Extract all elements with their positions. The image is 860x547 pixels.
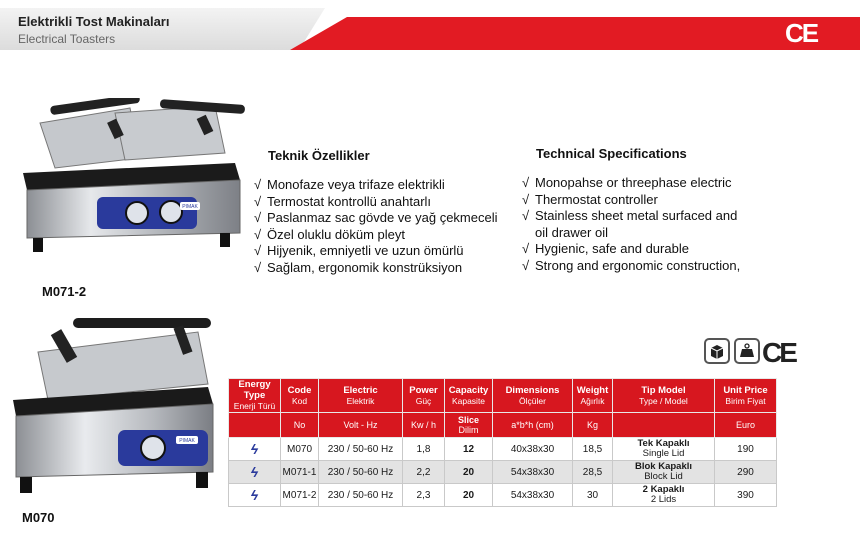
- spec-item-tr: √ Sağlam, ergonomik konstrüksiyon: [254, 259, 463, 275]
- header-capacity: Capacity Kapasite: [445, 379, 493, 413]
- cell-price: 290: [715, 461, 777, 484]
- unit-power: Kw / h: [403, 413, 445, 438]
- electric-bolt-icon: ϟ: [229, 438, 281, 461]
- header-energy-type: Energy Type Enerji Türü: [229, 379, 281, 413]
- unit-code: No: [281, 413, 319, 438]
- specs-list-tr: [254, 177, 498, 276]
- spec-item-tr: √ Termostat kontrollü anahtarlı: [254, 193, 432, 209]
- check-icon: √: [254, 177, 262, 192]
- cell-code: M071-1: [281, 461, 319, 484]
- table-header-row: [229, 379, 777, 413]
- header-dimensions: Dimensions Ölçüler: [493, 379, 573, 413]
- model-label-m070: M070: [22, 510, 55, 525]
- unit-weight: Kg: [573, 413, 613, 438]
- cell-weight: 30: [573, 484, 613, 507]
- cell-power: 1,8: [403, 438, 445, 461]
- cell-dimensions: 54x38x30: [493, 484, 573, 507]
- brand-badge-bottom: PIMAK: [179, 438, 195, 444]
- package-icon: [704, 338, 730, 364]
- toaster-m070-image: [8, 312, 218, 497]
- cell-weight: 28,5: [573, 461, 613, 484]
- electric-bolt-icon: ϟ: [229, 484, 281, 507]
- check-icon: √: [522, 175, 530, 190]
- header-code: Code Kod: [281, 379, 319, 413]
- cell-dimensions: 54x38x30: [493, 461, 573, 484]
- cell-code: M071-2: [281, 484, 319, 507]
- check-icon: √: [522, 257, 530, 273]
- spec-item-en: √ Thermostat controller: [522, 191, 658, 207]
- cell-capacity: 20: [445, 484, 493, 507]
- specs-list-en: [522, 175, 740, 274]
- cell-electric: 230 / 50-60 Hz: [319, 461, 403, 484]
- toaster-m071-2-image: [15, 98, 250, 273]
- cell-capacity: 12: [445, 438, 493, 461]
- cell-price: 190: [715, 438, 777, 461]
- header-tip-model: Tip Model Type / Model: [613, 379, 715, 413]
- check-icon: √: [254, 210, 262, 225]
- cell-power: 2,3: [403, 484, 445, 507]
- unit-electric: Volt - Hz: [319, 413, 403, 438]
- ce-mark-header: CE: [785, 18, 818, 48]
- check-icon: √: [522, 208, 530, 223]
- cell-electric: 230 / 50-60 Hz: [319, 438, 403, 461]
- check-icon: √: [254, 193, 262, 209]
- unit-capacity: Slice Dilim: [445, 413, 493, 438]
- header-unit-price: Unit Price Birim Fiyat: [715, 379, 777, 413]
- spec-item-en: √ Monopahse or threephase electric: [522, 175, 732, 190]
- check-icon: √: [254, 226, 262, 242]
- brand-badge-top: PIMAK: [182, 204, 198, 210]
- electric-bolt-icon: ϟ: [229, 461, 281, 484]
- specs-heading-en: Technical Specifications: [536, 146, 687, 161]
- cell-code: M070: [281, 438, 319, 461]
- table-units-row: [229, 413, 777, 438]
- table-row: [229, 484, 777, 507]
- check-icon: √: [254, 259, 262, 275]
- cell-electric: 230 / 50-60 Hz: [319, 484, 403, 507]
- page-title-tr: Elektrikli Tost Makinaları: [18, 14, 170, 29]
- cell-weight: 18,5: [573, 438, 613, 461]
- unit-dimensions: a*b*h (cm): [493, 413, 573, 438]
- page-title-en: Electrical Toasters: [18, 32, 116, 46]
- cell-tip-model: 2 Kapaklı 2 Lids: [613, 484, 715, 507]
- cell-tip-model: Tek Kapaklı Single Lid: [613, 438, 715, 461]
- table-row: [229, 461, 777, 484]
- cell-tip-model: Blok Kapaklı Block Lid: [613, 461, 715, 484]
- spec-item-tr: √ Özel oluklu döküm pleyt: [254, 226, 406, 242]
- spec-item-tr: √ Paslanmaz sac gövde ve yağ çekmeceli: [254, 210, 498, 225]
- spec-item-en: √ Strong and ergonomic construction,: [522, 257, 741, 273]
- weight-icon: [734, 338, 760, 364]
- header-weight: Weight Ağırlık: [573, 379, 613, 413]
- specs-heading-tr: Teknik Özellikler: [268, 148, 370, 163]
- spec-item-tr: √ Monofaze veya trifaze elektrikli: [254, 177, 445, 192]
- check-icon: √: [522, 241, 530, 256]
- check-icon: √: [522, 191, 530, 207]
- unit-energy: [229, 413, 281, 438]
- spec-item-en: √ Hygienic, safe and durable: [522, 241, 689, 256]
- table-row: [229, 438, 777, 461]
- ce-mark-table: CE: [762, 337, 795, 368]
- cell-capacity: 20: [445, 461, 493, 484]
- unit-tip: [613, 413, 715, 438]
- cell-price: 390: [715, 484, 777, 507]
- header-power: Power Güç: [403, 379, 445, 413]
- product-spec-table: [228, 378, 777, 507]
- spec-item-tr: √ Hijyenik, emniyetli ve uzun ömürlü: [254, 243, 464, 258]
- header-red-band: [290, 17, 860, 50]
- unit-price: Euro: [715, 413, 777, 438]
- spec-item-en: oil drawer oil: [535, 224, 608, 240]
- cell-dimensions: 40x38x30: [493, 438, 573, 461]
- header-electric: Electric Elektrik: [319, 379, 403, 413]
- model-label-m071-2: M071-2: [42, 284, 87, 299]
- spec-item-en: √ Stainless sheet metal surfaced and: [522, 208, 738, 223]
- check-icon: √: [254, 243, 262, 258]
- cell-power: 2,2: [403, 461, 445, 484]
